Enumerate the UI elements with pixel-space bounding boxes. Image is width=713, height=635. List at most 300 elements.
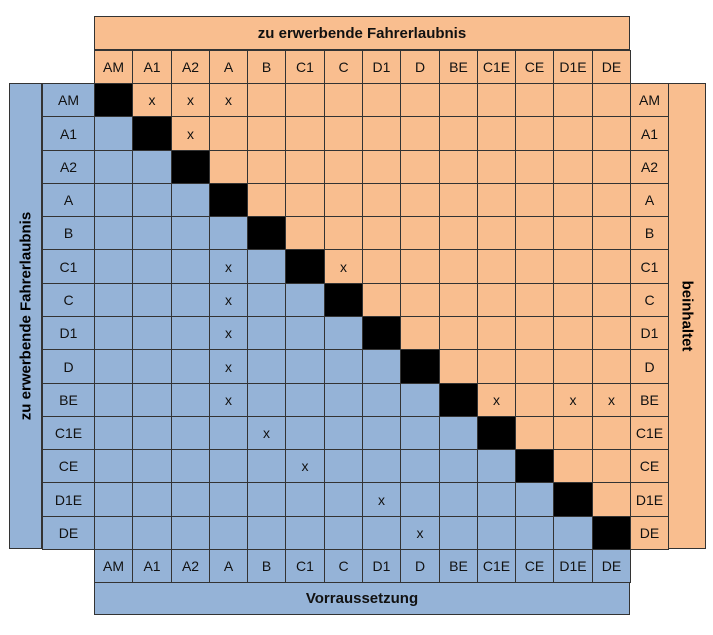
row-header-text: D1E — [54, 491, 83, 508]
matrix-cell — [94, 183, 133, 217]
matrix-cell — [324, 183, 363, 217]
column-header — [247, 50, 286, 84]
column-footer-text: A2 — [181, 558, 200, 574]
column-header — [439, 50, 478, 84]
row-header-right-text: B — [644, 225, 655, 241]
matrix-cell — [515, 183, 554, 217]
matrix-cell — [171, 283, 210, 317]
matrix-cell — [285, 449, 325, 483]
diagonal-cell — [132, 116, 172, 151]
matrix-cell-text: x — [225, 92, 232, 108]
matrix-cell-text: x — [225, 358, 232, 375]
matrix-cell — [94, 416, 133, 450]
row-header-text: A2 — [59, 159, 78, 175]
matrix-cell — [553, 83, 593, 117]
matrix-cell — [171, 349, 210, 384]
matrix-cell — [324, 116, 363, 151]
row-header-right — [630, 316, 669, 350]
column-header — [553, 50, 593, 84]
matrix-cell — [553, 516, 593, 550]
column-footer — [247, 549, 286, 583]
column-footer-text: C — [338, 558, 349, 574]
row-header-right-text: A1 — [640, 125, 659, 142]
matrix-cell — [553, 216, 593, 250]
row-header — [42, 482, 95, 517]
matrix-cell — [132, 83, 172, 117]
matrix-cell — [439, 249, 478, 284]
matrix-cell — [209, 449, 248, 483]
column-footer — [553, 549, 593, 583]
diagonal-cell — [324, 283, 363, 317]
column-footer-text: CE — [524, 558, 545, 574]
matrix-cell — [477, 249, 516, 284]
matrix-cell — [515, 316, 554, 350]
row-header-right-text: DE — [639, 525, 660, 541]
matrix-cell — [132, 449, 172, 483]
matrix-cell — [362, 116, 401, 151]
matrix-cell — [553, 416, 593, 450]
column-footer — [400, 549, 440, 583]
matrix-cell — [477, 482, 516, 517]
matrix-cell — [400, 316, 440, 350]
row-header-right — [630, 482, 669, 517]
matrix-cell — [592, 449, 631, 483]
bottom-header-title — [94, 582, 630, 615]
matrix-cell — [171, 249, 210, 284]
matrix-cell — [553, 283, 593, 317]
matrix-cell — [324, 516, 363, 550]
row-header-right — [630, 416, 669, 450]
row-header-text: A1 — [59, 125, 78, 142]
matrix-cell-text: x — [187, 92, 194, 108]
matrix-cell — [94, 116, 133, 151]
column-footer-text: D1 — [372, 558, 391, 574]
matrix-cell — [285, 516, 325, 550]
matrix-cell — [592, 216, 631, 250]
matrix-cell-text: x — [608, 392, 615, 408]
matrix-cell — [132, 349, 172, 384]
row-header-right-text: A — [644, 192, 655, 208]
matrix-cell — [362, 449, 401, 483]
column-header — [285, 50, 325, 84]
matrix-cell — [247, 416, 286, 450]
diagonal-cell — [400, 349, 440, 384]
matrix-cell — [94, 383, 133, 417]
diagonal-cell — [171, 150, 210, 184]
matrix-cell — [132, 482, 172, 517]
matrix-cell — [400, 249, 440, 284]
matrix-cell — [132, 249, 172, 284]
column-header-text: A — [223, 59, 234, 75]
matrix-cell — [592, 150, 631, 184]
matrix-cell — [477, 349, 516, 384]
row-header-right — [630, 383, 669, 417]
matrix-cell — [439, 316, 478, 350]
matrix-cell — [285, 482, 325, 517]
matrix-cell — [515, 249, 554, 284]
matrix-cell — [400, 83, 440, 117]
matrix-cell-text: x — [493, 392, 500, 408]
matrix-cell — [439, 449, 478, 483]
row-header — [42, 383, 95, 417]
matrix-cell — [285, 316, 325, 350]
column-footer — [592, 549, 631, 583]
matrix-cell-text: x — [148, 92, 156, 108]
matrix-cell — [285, 383, 325, 417]
matrix-cell — [209, 349, 248, 384]
diagonal-cell — [439, 383, 478, 417]
column-header-text: C — [338, 59, 349, 75]
matrix-cell — [592, 316, 631, 350]
matrix-cell — [592, 249, 631, 284]
matrix-cell — [515, 116, 554, 151]
row-header-right-text: D1E — [635, 491, 664, 508]
column-header — [209, 50, 248, 84]
matrix-cell — [171, 383, 210, 417]
matrix-cell — [247, 249, 286, 284]
matrix-cell — [515, 283, 554, 317]
matrix-cell — [400, 416, 440, 450]
matrix-cell — [515, 416, 554, 450]
matrix-cell — [553, 150, 593, 184]
column-footer — [285, 549, 325, 583]
row-header-right-text: A2 — [640, 159, 659, 175]
row-header-right — [630, 183, 669, 217]
diagonal-cell — [362, 316, 401, 350]
diagonal-cell — [285, 249, 325, 284]
row-header — [42, 349, 95, 384]
matrix-cell — [132, 316, 172, 350]
column-header-text: AM — [103, 59, 124, 75]
matrix-cell — [553, 183, 593, 217]
column-header — [477, 50, 516, 84]
matrix-cell — [439, 183, 478, 217]
matrix-cell — [324, 150, 363, 184]
matrix-cell — [553, 316, 593, 350]
row-header-text: D1 — [59, 325, 78, 341]
row-header-right — [630, 216, 669, 250]
matrix-cell — [439, 283, 478, 317]
matrix-cell — [209, 416, 248, 450]
matrix-cell — [94, 449, 133, 483]
column-footer-text: A1 — [143, 558, 161, 574]
column-header — [400, 50, 440, 84]
matrix-cell — [362, 283, 401, 317]
matrix-cell — [94, 482, 133, 517]
matrix-cell — [285, 83, 325, 117]
column-header-text: D1 — [372, 59, 391, 75]
matrix-cell — [285, 183, 325, 217]
matrix-cell — [132, 216, 172, 250]
matrix-cell — [553, 116, 593, 151]
matrix-cell — [477, 283, 516, 317]
row-header-right — [630, 116, 669, 151]
column-footer-text: AM — [103, 558, 124, 574]
matrix-cell — [209, 283, 248, 317]
matrix-cell — [94, 249, 133, 284]
matrix-cell-text: x — [225, 292, 232, 308]
row-header-right-text: C1 — [640, 258, 659, 275]
matrix-cell — [171, 183, 210, 217]
matrix-cell — [132, 150, 172, 184]
matrix-cell — [209, 249, 248, 284]
column-header — [132, 50, 172, 84]
row-header — [42, 249, 95, 284]
matrix-cell — [285, 116, 325, 151]
matrix-cell — [515, 482, 554, 517]
matrix-cell — [362, 383, 401, 417]
column-footer-text: A — [223, 558, 234, 574]
column-header-text: D — [414, 59, 426, 75]
column-footer-text: C1E — [482, 558, 511, 574]
matrix-cell — [247, 516, 286, 550]
matrix-cell — [247, 482, 286, 517]
matrix-cell — [362, 482, 401, 517]
matrix-cell — [400, 516, 440, 550]
row-header-right — [630, 349, 669, 384]
diagonal-cell — [247, 216, 286, 250]
matrix-cell — [439, 482, 478, 517]
row-header-text: C — [63, 292, 74, 308]
column-header-text: CE — [524, 59, 545, 75]
column-header-text: B — [261, 59, 272, 75]
row-header-text: C1E — [54, 425, 83, 441]
matrix-cell-text: x — [225, 258, 232, 275]
column-header-text: A1 — [143, 59, 161, 75]
matrix-cell — [553, 449, 593, 483]
column-header — [592, 50, 631, 84]
matrix-cell — [132, 516, 172, 550]
matrix-cell — [247, 316, 286, 350]
matrix-cell — [439, 349, 478, 384]
matrix-cell — [132, 283, 172, 317]
matrix-cell — [209, 83, 248, 117]
row-header-text: B — [63, 225, 74, 241]
matrix-cell — [171, 449, 210, 483]
matrix-cell — [592, 482, 631, 517]
matrix-cell — [362, 349, 401, 384]
row-header-right-text: D — [644, 358, 655, 375]
left-header-title-text: zu erwerbende Fahrerlaubnis — [17, 211, 35, 421]
column-header — [171, 50, 210, 84]
row-header-right — [630, 83, 669, 117]
row-header-right-text: AM — [639, 92, 660, 108]
matrix-cell — [209, 316, 248, 350]
matrix-cell — [477, 150, 516, 184]
matrix-cell-text: x — [378, 491, 385, 508]
matrix-cell — [515, 516, 554, 550]
matrix-cell — [592, 349, 631, 384]
matrix-cell — [362, 416, 401, 450]
matrix-cell — [247, 449, 286, 483]
column-footer — [171, 549, 210, 583]
matrix-cell — [247, 83, 286, 117]
matrix-cell — [171, 516, 210, 550]
column-footer-text: D1E — [559, 558, 587, 574]
row-header-right-text: D1 — [640, 325, 659, 341]
row-header-text: DE — [58, 525, 79, 541]
matrix-cell-text: x — [187, 125, 194, 142]
row-header-text: D — [63, 358, 74, 375]
matrix-cell — [477, 216, 516, 250]
row-header — [42, 449, 95, 483]
row-header — [42, 150, 95, 184]
matrix-cell — [247, 349, 286, 384]
matrix-cell — [400, 183, 440, 217]
matrix-cell — [553, 249, 593, 284]
matrix-cell — [94, 516, 133, 550]
column-footer-text: D — [414, 558, 426, 574]
matrix-cell — [362, 150, 401, 184]
column-footer-text: DE — [601, 558, 622, 574]
matrix-cell — [324, 349, 363, 384]
column-footer-text: BE — [449, 558, 468, 574]
matrix-cell — [362, 216, 401, 250]
matrix-cell — [171, 316, 210, 350]
matrix-cell — [439, 216, 478, 250]
matrix-cell — [94, 316, 133, 350]
matrix-cell — [515, 150, 554, 184]
top-header-title — [94, 16, 630, 50]
column-header — [515, 50, 554, 84]
matrix-cell — [132, 383, 172, 417]
matrix-cell — [400, 383, 440, 417]
matrix-cell — [247, 183, 286, 217]
matrix-cell-text: x — [225, 392, 232, 408]
row-header — [42, 283, 95, 317]
row-header-right-text: CE — [639, 458, 660, 474]
matrix-cell — [553, 383, 593, 417]
column-header — [324, 50, 363, 84]
row-header-right — [630, 249, 669, 284]
matrix-cell — [324, 83, 363, 117]
matrix-cell — [171, 116, 210, 151]
matrix-cell — [515, 83, 554, 117]
matrix-cell — [400, 216, 440, 250]
matrix-cell — [553, 349, 593, 384]
matrix-cell — [285, 283, 325, 317]
matrix-cell-text: x — [225, 325, 232, 341]
diagonal-cell — [592, 516, 631, 550]
matrix-cell — [362, 516, 401, 550]
column-header-text: A2 — [181, 59, 200, 75]
diagonal-cell — [209, 183, 248, 217]
matrix-cell — [362, 83, 401, 117]
row-header-right — [630, 516, 669, 550]
matrix-cell — [592, 183, 631, 217]
column-footer — [132, 549, 172, 583]
matrix-cell — [400, 150, 440, 184]
row-header — [42, 216, 95, 250]
matrix-cell — [94, 150, 133, 184]
matrix-cell — [439, 116, 478, 151]
row-header-right — [630, 150, 669, 184]
matrix-cell — [477, 383, 516, 417]
row-header-text: AM — [58, 92, 79, 108]
matrix-cell — [171, 216, 210, 250]
matrix-cell — [247, 283, 286, 317]
column-footer-text: C1 — [296, 558, 314, 574]
matrix-cell — [515, 383, 554, 417]
column-header-text: DE — [601, 59, 622, 75]
column-header — [94, 50, 133, 84]
matrix-cell — [592, 283, 631, 317]
matrix-cell — [324, 249, 363, 284]
matrix-cell — [324, 383, 363, 417]
matrix-cell — [515, 349, 554, 384]
matrix-cell — [515, 216, 554, 250]
row-header — [42, 116, 95, 151]
row-header-text: CE — [58, 458, 79, 474]
column-header — [362, 50, 401, 84]
matrix-cell — [400, 449, 440, 483]
column-footer — [439, 549, 478, 583]
column-header-text: C1 — [296, 59, 314, 75]
matrix-cell — [400, 283, 440, 317]
row-header-right-text: C — [644, 292, 655, 308]
row-header-text: C1 — [59, 258, 78, 275]
matrix-cell — [477, 449, 516, 483]
matrix-cell-text: x — [416, 525, 424, 541]
matrix-cell — [324, 482, 363, 517]
matrix-cell — [592, 416, 631, 450]
matrix-cell — [362, 183, 401, 217]
matrix-cell — [477, 316, 516, 350]
matrix-cell — [171, 416, 210, 450]
matrix-cell — [285, 150, 325, 184]
diagonal-cell — [477, 416, 516, 450]
matrix-cell — [477, 83, 516, 117]
matrix-cell — [94, 283, 133, 317]
matrix-cell — [592, 83, 631, 117]
column-footer-text: B — [261, 558, 272, 574]
column-footer — [477, 549, 516, 583]
column-footer — [209, 549, 248, 583]
row-header-text: BE — [59, 392, 78, 408]
matrix-cell — [132, 183, 172, 217]
matrix-cell-text: x — [263, 425, 270, 441]
diagonal-cell — [515, 449, 554, 483]
column-footer — [324, 549, 363, 583]
matrix-cell — [247, 150, 286, 184]
diagonal-cell — [94, 83, 133, 117]
column-header-text: D1E — [559, 59, 587, 75]
matrix-cell — [171, 482, 210, 517]
matrix-cell — [209, 116, 248, 151]
matrix-cell — [439, 150, 478, 184]
matrix-cell-text: x — [569, 392, 577, 408]
matrix-cell — [209, 150, 248, 184]
matrix-cell — [477, 516, 516, 550]
matrix-cell — [94, 349, 133, 384]
matrix-cell — [285, 416, 325, 450]
matrix-cell — [439, 83, 478, 117]
column-header-text: BE — [449, 59, 468, 75]
matrix-cell — [324, 316, 363, 350]
row-header — [42, 516, 95, 550]
matrix-cell — [209, 383, 248, 417]
row-header-text: A — [63, 192, 74, 208]
top-header-title-text: zu erwerbende Fahrerlaubnis — [257, 24, 467, 42]
matrix-cell — [247, 116, 286, 151]
matrix-cell — [477, 183, 516, 217]
matrix-cell — [324, 416, 363, 450]
matrix-cell — [324, 216, 363, 250]
row-header — [42, 183, 95, 217]
row-header — [42, 416, 95, 450]
matrix-cell — [285, 349, 325, 384]
matrix-cell — [209, 516, 248, 550]
